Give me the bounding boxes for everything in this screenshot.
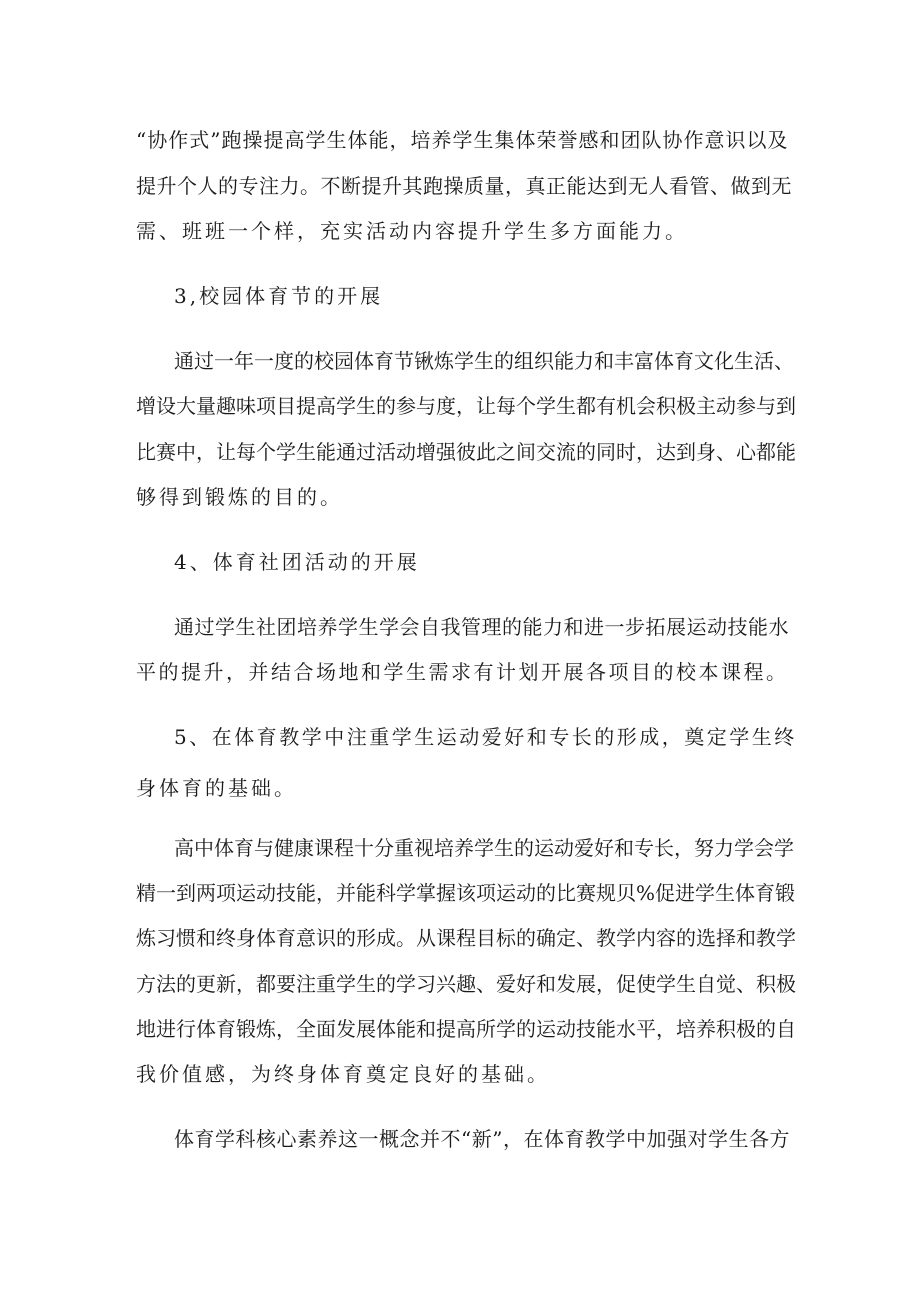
paragraph-line: “协作式”跑操提高学生体能，培养学生集体荣誉感和团队协作意识以及 bbox=[136, 128, 789, 152]
paragraph-line: 够得到锻炼的目的。 bbox=[136, 485, 343, 509]
paragraph-line: 方法的更新，都要注重学生的学习兴趣、爱好和发展，促使学生自觉、积极 bbox=[136, 972, 796, 996]
section-heading: 3,校园体育节的开展 bbox=[174, 284, 384, 308]
section-heading: 5、在体育教学中注重学生运动爱好和专长的形成，奠定学生终 bbox=[174, 725, 797, 749]
paragraph-line: 体育学科核心素养这一概念并不“新”，在体育教学中加强对学生各方 bbox=[174, 1127, 790, 1151]
section-heading-continued: 身体育的基础。 bbox=[136, 776, 297, 800]
paragraph-line: 通过学生社团培养学生学会自我管理的能力和进一步拓展运动技能水 bbox=[174, 615, 789, 639]
paragraph-line: 通过一年一度的校园体育节锹炼学生的组织能力和丰富体育文化生活、 bbox=[174, 349, 794, 373]
paragraph-line: 增设大量趣味项目提高学生的参与度，让每个学生都有机会积极主动参与到 bbox=[136, 394, 796, 418]
paragraph-line: 精一到两项运动技能，并能科学掌握该项运动的比赛规贝%促进学生体育锻 bbox=[136, 881, 796, 905]
paragraph-line: 炼习惯和终身体育意识的形成。从课程目标的确定、教学内容的选择和教学 bbox=[136, 926, 796, 950]
paragraph-line: 提升个人的专注力。不断提升其跑操质量，真正能达到无人看管、做到无 bbox=[136, 174, 792, 198]
paragraph-line: 比赛中，让每个学生能通过活动增强彼此之间交流的同时，达到身、心都能 bbox=[136, 440, 796, 464]
paragraph-line: 平的提升，并结合场地和学生需求有计划开展各项目的校本课程。 bbox=[136, 660, 789, 684]
paragraph-line: 我价值感，为终身体育奠定良好的基础。 bbox=[136, 1062, 550, 1086]
section-heading: 4、体育社团活动的开展 bbox=[174, 550, 420, 574]
paragraph-line: 需、班班一个样，充实活动内容提升学生多方面能力。 bbox=[136, 219, 688, 243]
paragraph-line: 高中体育与健康课程十分重视培养学生的运动爱好和专长，努力学会学 bbox=[174, 836, 794, 860]
paragraph-line: 地进行体育锻炼，全面发展体能和提高所学的运动技能水平，培养积极的自 bbox=[136, 1017, 796, 1041]
